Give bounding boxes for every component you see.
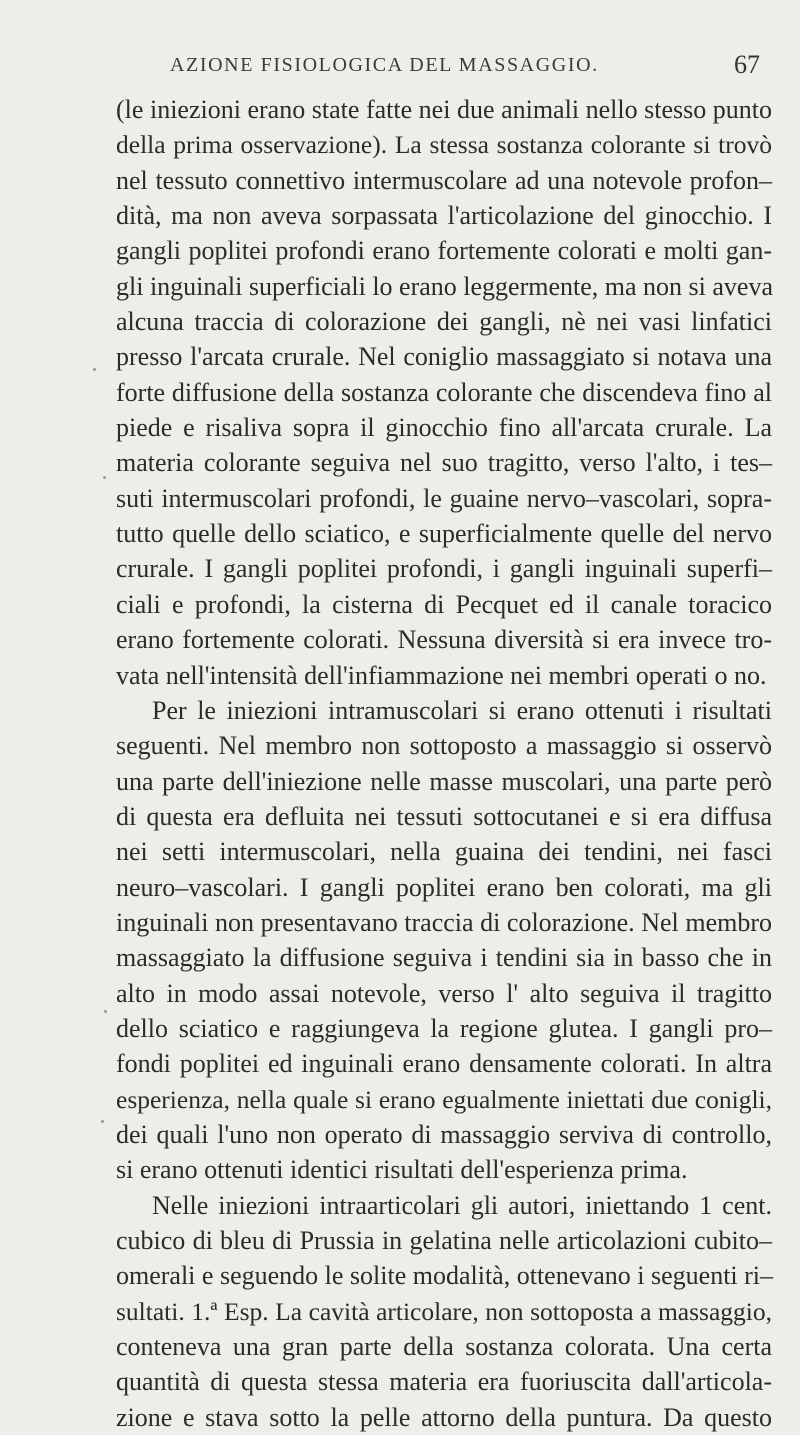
- text-line: conteneva una gran parte della sostanza colorata. Una certa: [116, 1332, 772, 1362]
- text-line: massaggiato la diffusione seguiva i tendini sia in basso che in: [116, 943, 772, 973]
- text-line: alcuna traccia di colorazione dei gangli, nè nei vasi linfatici: [116, 307, 772, 337]
- text-line: nei setti intermuscolari, nella guaina dei tendini, nei fasci: [116, 837, 772, 867]
- text-line: alto in modo assai notevole, verso l' alto seguiva il tragitto: [116, 978, 772, 1008]
- margin-speck: [93, 368, 96, 371]
- text-line: fondi poplitei ed inguinali erano densamente colorati. In altra: [116, 1049, 772, 1079]
- text-line: quantità di questa stessa materia era fuoriuscita dall'articola-: [116, 1367, 772, 1397]
- text-line: presso l'arcata crurale. Nel coniglio massaggiato si notava una: [116, 342, 772, 372]
- text-line: gli inguinali superficiali lo erano leggermente, ma non si aveva: [116, 271, 774, 301]
- text-line: Per le iniezioni intramuscolari si erano ottenuti i risultati: [152, 695, 772, 725]
- text-line: vata nell'intensità dell'infiammazione nei membri operati o no.: [116, 660, 767, 690]
- page-number: 67: [734, 50, 760, 79]
- text-line: ciali e profondi, la cisterna di Pecquet ed il canale toracico: [116, 589, 772, 619]
- margin-speck: [103, 476, 106, 479]
- text-line: gangli poplitei profondi erano fortemente colorati e molti gan-: [116, 236, 772, 266]
- text-line: esperienza, nella quale si erano egualmente iniettati due conigli,: [116, 1084, 772, 1114]
- body-text: [116, 92, 772, 1435]
- margin-speck: [104, 1010, 107, 1013]
- page-header: [110, 50, 760, 82]
- text-line: inguinali non presentavano traccia di colorazione. Nel membro: [116, 907, 772, 937]
- text-line: cubico di bleu di Prussia in gelatina nelle articolazioni cubito–: [116, 1226, 772, 1255]
- text-line: nel tessuto connettivo intermuscolare ad una notevole profon–: [116, 165, 772, 195]
- text-line: crurale. I gangli poplitei profondi, i gangli inguinali superfi–: [116, 554, 772, 584]
- text-line: di questa era defluita nei tessuti sottocutanei e si era diffusa: [116, 801, 772, 831]
- text-line: della prima osservazione). La stessa sostanza colorante si trovò: [116, 130, 772, 160]
- text-line: dità, ma non aveva sorpassata l'articolazione del ginocchio. I: [116, 201, 772, 231]
- text-line: seguenti. Nel membro non sottoposto a massaggio si osservò: [116, 731, 772, 761]
- running-title: AZIONE FISIOLOGICA DEL MASSAGGIO.: [170, 54, 599, 76]
- margin-speck: [101, 1120, 104, 1123]
- text-line: dei quali l'uno non operato di massaggio serviva di controllo,: [116, 1119, 772, 1149]
- text-line: omerali e seguendo le solite modalità, ottenevano i seguenti ri–: [116, 1261, 774, 1291]
- text-line: tutto quelle dello sciatico, e superficialmente quelle del nervo: [116, 519, 772, 549]
- text-line: sultati. 1.ª Esp. La cavità articolare, non sottoposta a massaggio,: [116, 1296, 772, 1326]
- text-line: Nelle iniezioni intraarticolari gli autori, iniettando 1 cent.: [152, 1190, 772, 1220]
- text-line: forte diffusione della sostanza colorante che discendeva fino al: [116, 377, 772, 407]
- text-line: zione e stava sotto la pelle attorno della puntura. Da questo: [116, 1402, 772, 1432]
- text-line: erano fortemente colorati. Nessuna diversità si era invece tro-: [116, 625, 772, 655]
- text-line: materia colorante seguiva nel suo tragitto, verso l'alto, i tes–: [116, 448, 772, 478]
- text-line: si erano ottenuti identici risultati dell'esperienza prima.: [116, 1155, 688, 1185]
- text-line: dello sciatico e raggiungeva la regione glutea. I gangli pro–: [116, 1013, 772, 1043]
- text-line: piede e risaliva sopra il ginocchio fino all'arcata crurale. La: [116, 413, 772, 443]
- text-line: neuro–vascolari. I gangli poplitei erano ben colorati, ma gli: [116, 872, 772, 902]
- text-line: (le iniezioni erano state fatte nei due animali nello stesso punto: [116, 95, 772, 124]
- text-line: suti intermuscolari profondi, le guaine nervo–vascolari, sopra-: [116, 483, 772, 513]
- text-line: una parte dell'iniezione nelle masse muscolari, una parte però: [116, 766, 772, 796]
